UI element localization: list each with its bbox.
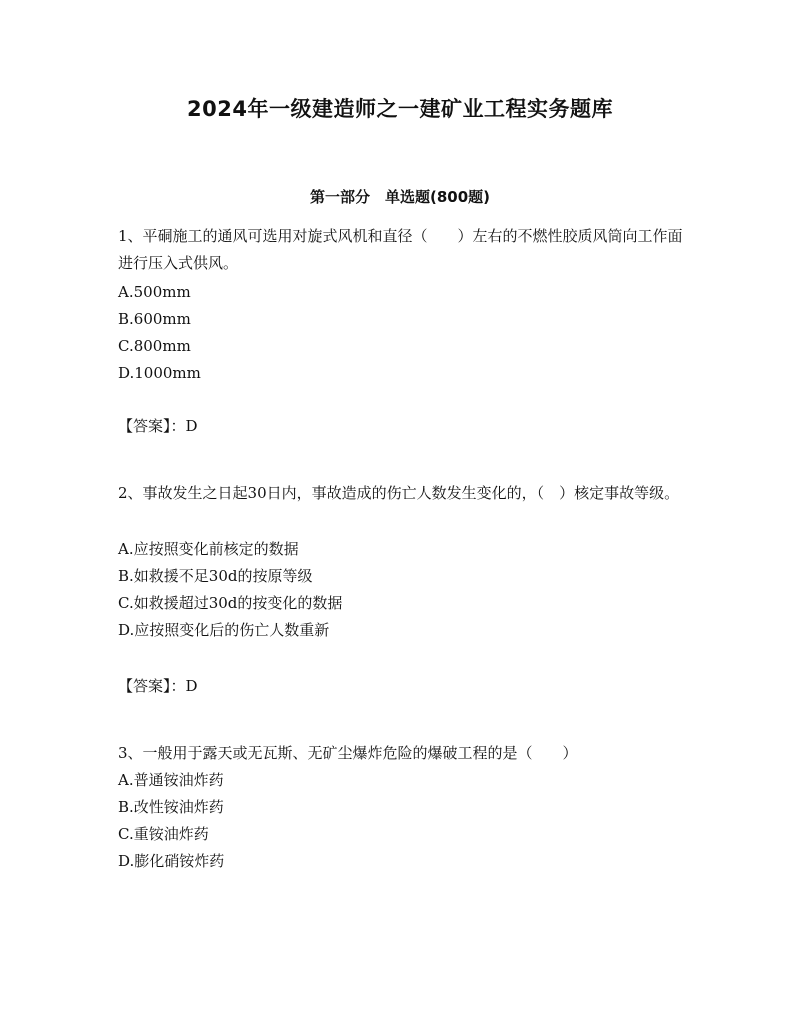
question-3-option-a: A.普通铵油炸药: [118, 771, 224, 789]
question-2-option-a: A.应按照变化前核定的数据: [118, 540, 299, 558]
question-1-option-b: B.600mm: [118, 310, 191, 328]
question-2-option-c: C.如救援超过30d的按变化的数据: [118, 594, 343, 612]
question-2-text: 2、事故发生之日起30日内，事故造成的伤亡人数发生变化的，（ ）核定事故等级。: [118, 484, 680, 502]
question-1-text: 1、平硐施工的通风可选用对旋式风机和直径（ ）左右的不燃性胶质风筒向工作面进行压入式供风。: [118, 227, 683, 272]
question-2-option-b: B.如救援不足30d的按原等级: [118, 567, 313, 585]
question-3-option-c: C.重铵油炸药: [118, 825, 209, 843]
question-3-text: 3、一般用于露天或无瓦斯、无矿尘爆炸危险的爆破工程的是（ ）: [118, 744, 578, 762]
question-1-answer: 【答案】：D: [118, 417, 198, 435]
question-2-option-d: D.应按照变化后的伤亡人数重新: [118, 621, 330, 639]
question-1-option-a: A.500mm: [118, 283, 191, 301]
document-title: 2024年一级建造师之一建矿业工程实务题库: [187, 97, 613, 121]
question-1-option-d: D.1000mm: [118, 364, 201, 382]
question-1-option-c: C.800mm: [118, 337, 191, 355]
question-3-option-d: D.膨化硝铵炸药: [118, 852, 225, 870]
section-title: 第一部分 单选题(800题): [309, 188, 491, 206]
question-2-answer: 【答案】：D: [118, 677, 198, 695]
question-3-option-b: B.改性铵油炸药: [118, 798, 224, 816]
